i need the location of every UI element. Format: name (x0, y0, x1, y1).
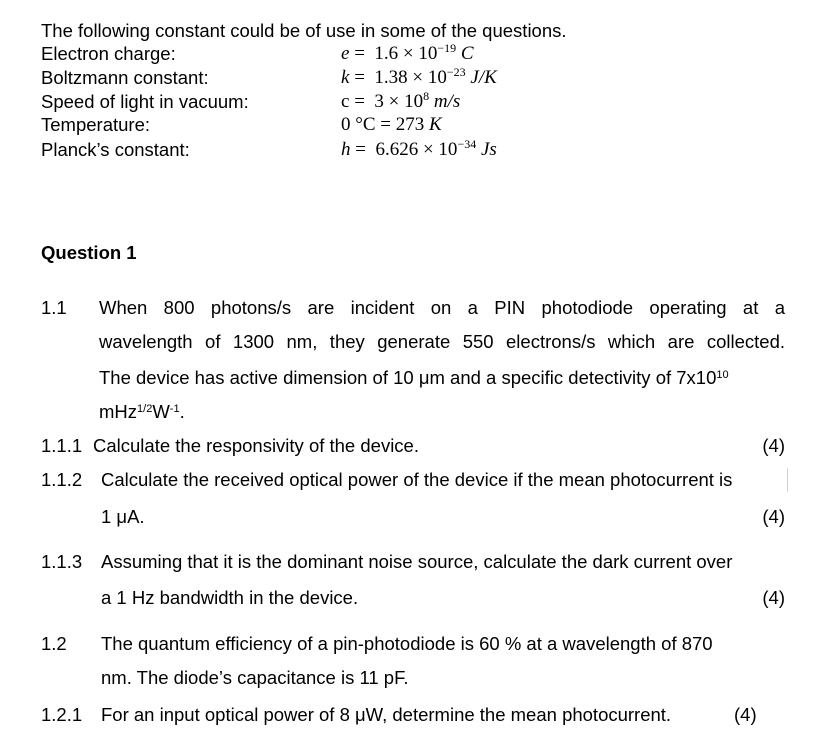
constant-label-electron-charge: Electron charge: (41, 43, 176, 64)
question-1-1-2-text-2: 1 μA. (101, 506, 145, 527)
constant-value-speed-of-light: $c = 3 \times 10^8$ m/s (341, 89, 461, 112)
question-number-1-2: 1.2 (41, 633, 67, 654)
question-1-2-line-1: The quantum efficiency of a pin-photodiode is 60 % at a wavelength of 870 (101, 633, 713, 654)
constant-value-temperature: 0 °C = 273 K (341, 114, 442, 135)
question-number-1-1: 1.1 (41, 297, 67, 318)
text-cursor (787, 468, 788, 492)
constant-value-electron-charge: $e = 1.6 \times 10^{-19}$ C (341, 41, 474, 64)
constant-label-temperature: Temperature: (41, 114, 150, 135)
question-1-1-line-1: When 800 photons/s are incident on a PIN photodiode operating at a (99, 297, 785, 318)
constant-label-planck: Planck’s constant: (41, 139, 190, 160)
constant-value-boltzmann: $k = 1.38 \times 10^{-23}$ J/K (341, 65, 497, 88)
question-1-2-1-marks: (4) (734, 704, 757, 725)
question-1-1-3-marks: (4) (762, 587, 785, 608)
question-number-1-2-1: 1.2.1 (41, 704, 83, 725)
question-1-1-1-marks: (4) (762, 435, 785, 456)
question-1-1-3-text: Assuming that it is the dominant noise source, calculate the dark current over (101, 551, 733, 572)
question-1-1-line-2: wavelength of 1300 nm, they generate 550 electrons/s which are collected. (99, 331, 785, 352)
question-1-2-1-text: For an input optical power of 8 μW, determine the mean photocurrent. (101, 704, 672, 725)
question-1-1-line-3: The device has active dimension of 10 μm and a specific detectivity of $7x10^{10}$ (99, 367, 729, 388)
constants-intro: The following constant could be of use in some of the questions. (41, 20, 567, 41)
question-number-1-1-3: 1.1.3 (41, 551, 83, 572)
question-1-1-3-text-2: a 1 Hz bandwidth in the device. (101, 587, 359, 608)
question-number-1-1-1: 1.1.1 (41, 435, 83, 456)
constant-label-boltzmann: Boltzmann constant: (41, 67, 209, 88)
constant-value-planck: $h = 6.626 \times 10^{-34}$ Js (341, 137, 497, 160)
question-title: Question 1 (41, 242, 137, 263)
constant-label-speed-of-light: Speed of light in vacuum: (41, 91, 249, 112)
question-1-1-2-text: Calculate the received optical power of the device if the mean photocurrent is (101, 469, 733, 490)
question-1-1-line-4: $mHz^{1/2}W^{-1}$. (99, 401, 185, 422)
question-1-1-2-marks: (4) (762, 506, 785, 527)
question-number-1-1-2: 1.1.2 (41, 469, 83, 490)
question-1-1-1-text: Calculate the responsivity of the device. (93, 435, 419, 456)
question-1-2-line-2: nm. The diode’s capacitance is 11 pF. (101, 667, 409, 688)
